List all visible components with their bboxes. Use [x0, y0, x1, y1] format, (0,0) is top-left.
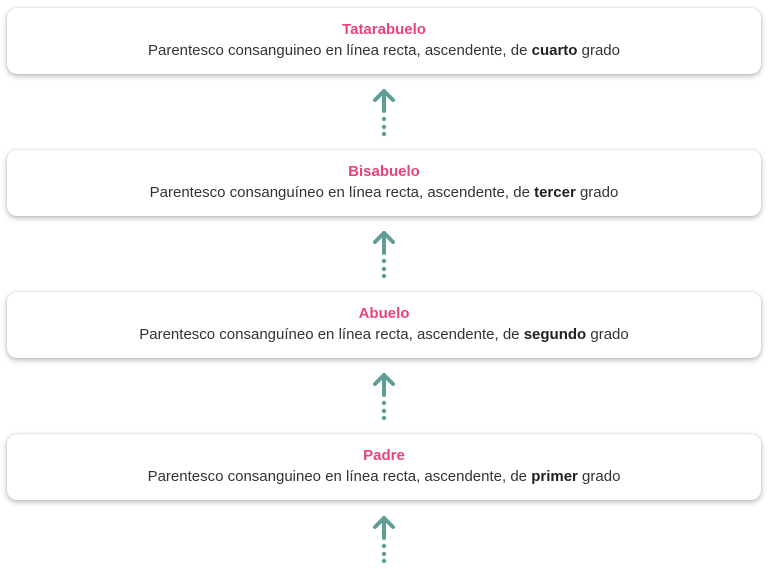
card-bisabuelo [7, 150, 761, 216]
arrow-up-dotted-icon [369, 87, 399, 137]
degree-label: primer [531, 468, 578, 485]
degree-label: tercer [534, 184, 576, 201]
card-title: Bisabuelo [348, 163, 420, 180]
description-suffix: grado [579, 184, 619, 201]
card-title: Abuelo [358, 305, 410, 322]
description-prefix: Parentesco consanguineo en línea recta, ascendente, de [147, 42, 528, 59]
description-suffix: grado [581, 42, 620, 59]
card-description [7, 183, 761, 203]
description-prefix: Parentesco consanguíneo en línea recta, ascendente, de [149, 184, 530, 201]
description-suffix: grado [590, 326, 629, 343]
degree-label: segundo [523, 326, 587, 343]
card-description [7, 41, 761, 61]
card-abuelo [7, 292, 761, 358]
description-suffix: grado [582, 468, 621, 485]
description-prefix: Parentesco consanguíneo en línea recta, ascendente, de [139, 326, 520, 343]
card-description [7, 325, 761, 345]
card-tatarabuelo [7, 8, 761, 74]
arrow-up-dotted-icon [369, 229, 399, 279]
degree-label: cuarto [531, 42, 578, 59]
card-description [7, 467, 761, 487]
card-title: Tatarabuelo [342, 21, 426, 38]
arrow-up-dotted-icon [369, 514, 399, 564]
card-padre [7, 434, 761, 500]
card-title: Padre [363, 447, 405, 464]
arrow-up-dotted-icon [369, 371, 399, 421]
description-prefix: Parentesco consanguineo en línea recta, ascendente, de [147, 468, 528, 485]
